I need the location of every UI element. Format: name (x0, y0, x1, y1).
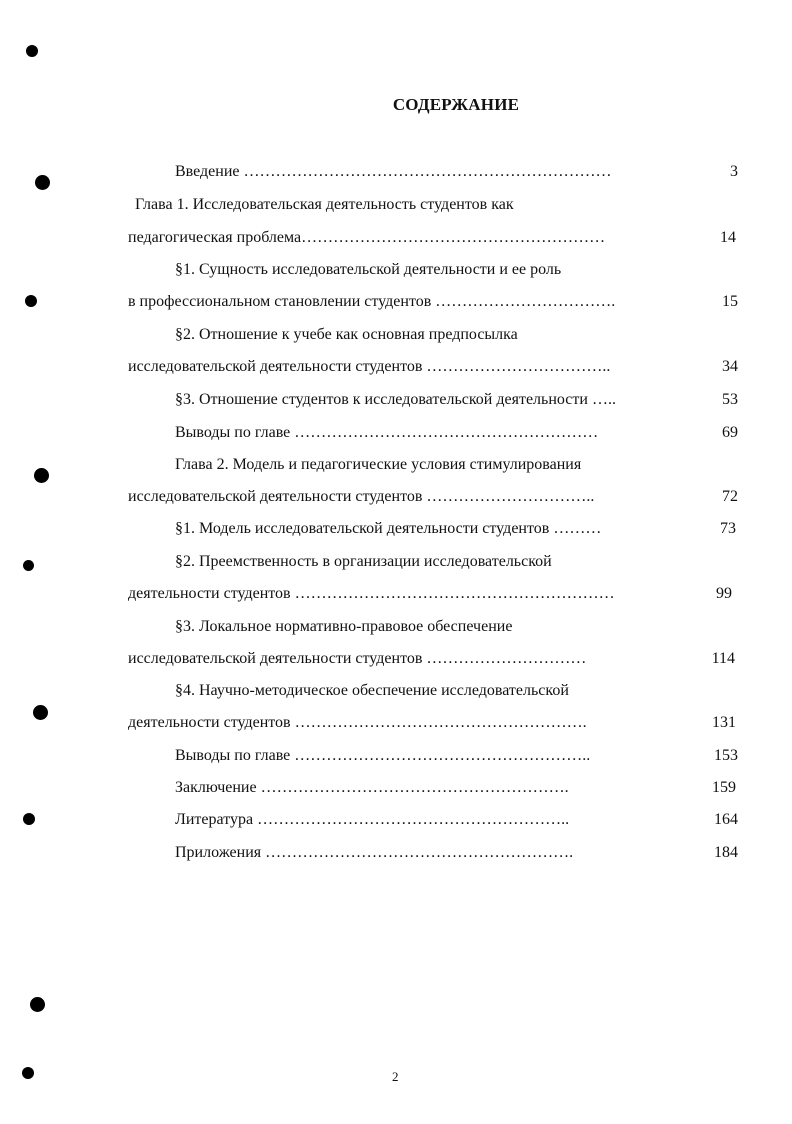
binder-hole-1 (26, 45, 38, 57)
toc-line: в профессиональном становлении студентов ……………………………. (128, 293, 616, 310)
binder-hole-6 (33, 705, 48, 720)
toc-line: исследовательской деятельности студентов …………………………….. (128, 358, 611, 375)
toc-page: 164 (714, 811, 738, 828)
binder-hole-5 (23, 560, 34, 571)
binder-hole-2 (35, 175, 50, 190)
toc-page: 14 (720, 229, 736, 246)
toc-page: 99 (716, 585, 732, 602)
page-title: СОДЕРЖАНИЕ (392, 95, 520, 114)
toc-page: 114 (711, 650, 735, 667)
page-number: 2 (392, 1069, 399, 1084)
binder-hole-4 (34, 468, 49, 483)
toc-page: 34 (722, 358, 738, 375)
toc-line: §4. Научно-методическое обеспечение исследовательской (175, 682, 569, 699)
toc-page: 184 (714, 844, 738, 861)
toc-page: 73 (720, 520, 736, 537)
toc-page: 159 (712, 779, 736, 796)
toc-line: Выводы по главе ………………………………………………… (175, 424, 599, 441)
toc-page: 153 (714, 747, 738, 764)
toc-line: §2. Преемственность в организации исследовательской (175, 553, 552, 570)
toc-line: Глава 2. Модель и педагогические условия стимулирования (175, 456, 582, 473)
toc-line: Глава 1. Исследовательская деятельность студентов как (135, 196, 514, 213)
toc-page: 53 (722, 391, 738, 408)
toc-line: исследовательской деятельности студентов ………………………… (128, 650, 587, 667)
toc-line: §3. Отношение студентов к исследовательской деятельности ….. (175, 391, 616, 408)
toc-page: 131 (712, 714, 736, 731)
toc-line: Литература ………………………………………………….. (175, 811, 570, 828)
binder-hole-3 (25, 295, 37, 307)
binder-hole-9 (22, 1067, 34, 1079)
toc-line: деятельности студентов …………………………………………………… (128, 585, 615, 602)
binder-hole-8 (30, 997, 45, 1012)
toc-page: 3 (730, 163, 738, 180)
toc-page: 15 (722, 293, 738, 310)
binder-hole-7 (23, 813, 35, 825)
toc-line: §1. Сущность исследовательской деятельности и ее роль (175, 261, 562, 278)
toc-page: 69 (722, 424, 738, 441)
toc-line: исследовательской деятельности студентов ………………………….. (128, 488, 595, 505)
toc-line: §3. Локальное нормативно-правовое обеспечение (175, 618, 513, 635)
toc-line: Заключение …………………………………………………. (175, 779, 569, 796)
toc-line: Приложения …………………………………………………. (175, 844, 574, 861)
toc-line: педагогическая проблема………………………………………………… (128, 229, 606, 246)
toc-line: §1. Модель исследовательской деятельности студентов ……… (175, 520, 602, 537)
toc-line: §2. Отношение к учебе как основная предпосылка (175, 326, 518, 343)
toc-line: Введение …………………………………………………………… (175, 163, 612, 180)
toc-line: деятельности студентов ………………………………………………. (128, 714, 587, 731)
toc-line: Выводы по главе ……………………………………………….. (175, 747, 591, 764)
toc-page: 72 (722, 488, 738, 505)
